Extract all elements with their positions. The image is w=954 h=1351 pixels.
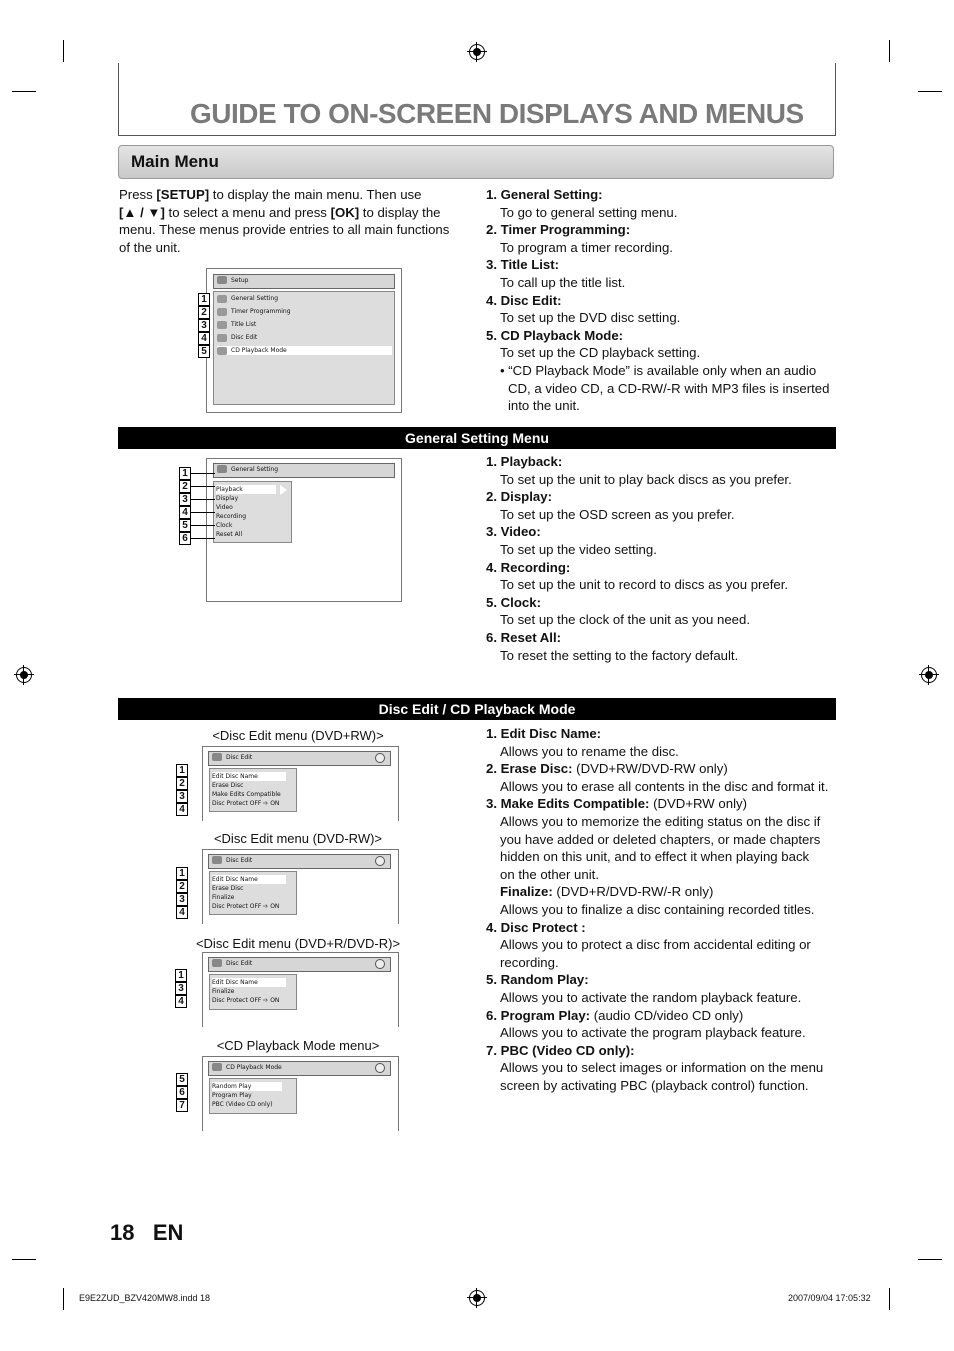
callout-badge: 6 xyxy=(176,1086,188,1099)
disc-icon xyxy=(375,1063,385,1073)
registration-mark-icon xyxy=(921,667,937,683)
callout-badge: 2 xyxy=(198,306,210,319)
cd-icon xyxy=(217,347,227,355)
list-item: Finalize: (DVD+R/DVD-RW/-R only) Allows you to finalize a disc containing recorded titles. xyxy=(500,884,815,917)
arrow-right-icon xyxy=(280,485,287,495)
list-item: 3. Title List: To call up the title list. xyxy=(486,257,626,290)
main-menu-heading: Main Menu xyxy=(131,152,219,171)
callout-badge: 1 xyxy=(198,293,210,306)
crop-mark xyxy=(889,1288,890,1310)
title-list-icon xyxy=(217,321,227,329)
menu-row: Disc Protect OFF ➩ ON xyxy=(212,997,280,1004)
menu-row: Display xyxy=(216,495,239,502)
list-item: 4. Recording: To set up the unit to record to discs as you prefer. xyxy=(486,559,789,593)
menu-row: Video xyxy=(216,504,233,511)
list-item: 6. Reset All: To reset the setting to the factory default. xyxy=(486,629,739,663)
disc-edit-bar: Disc Edit / CD Playback Mode xyxy=(118,698,836,720)
callout-badge: 3 xyxy=(176,790,188,803)
callout-line xyxy=(191,499,215,500)
menu-row-selected: Edit Disc Name xyxy=(212,978,286,987)
list-item: 2. Timer Programming: To program a timer recording. xyxy=(486,222,673,255)
list-item: 5. Random Play: Allows you to activate the random playback feature. xyxy=(486,972,802,1005)
callout-badge: 2 xyxy=(176,880,188,893)
callout-badge: 4 xyxy=(176,803,188,816)
menu-row: Clock xyxy=(216,522,233,529)
disc-edit-items xyxy=(486,725,838,1094)
general-setting-icon xyxy=(217,295,227,303)
screen-header: Disc Edit xyxy=(208,957,391,972)
list-item: 3. Make Edits Compatible: (DVD+RW only) Allows you to memorize the editing status on the disc if you have added or deleted chapters, or made chapters hidden on this unit, and to effect it when playing back on the other unit. xyxy=(486,796,821,882)
footer-timestamp: 2007/09/04 17:05:32 xyxy=(788,1293,871,1303)
disc-icon xyxy=(375,753,385,763)
menu-row: Disc Edit xyxy=(217,333,257,342)
crop-mark xyxy=(12,1259,36,1260)
screen-caption: <Disc Edit menu (DVD-RW)> xyxy=(213,831,383,846)
general-setting-bar: General Setting Menu xyxy=(118,427,836,449)
callout-badge: 1 xyxy=(176,867,188,880)
screen-header: Disc Edit xyxy=(208,751,391,766)
menu-row-selected: Edit Disc Name xyxy=(212,772,286,781)
general-setting-screen xyxy=(206,458,402,602)
wrench-icon xyxy=(217,465,227,473)
callout-line xyxy=(191,538,215,539)
screen-header: Disc Edit xyxy=(208,854,391,869)
main-menu-heading-bar xyxy=(118,145,834,179)
menu-row: Finalize xyxy=(212,894,235,901)
general-setting-items xyxy=(486,453,836,664)
disc-edit-screen-dvdrw-minus xyxy=(202,849,399,924)
footer-file: E9E2ZUD_BZV420MW8.indd 18 xyxy=(79,1293,211,1303)
cd-playback-screen xyxy=(202,1056,399,1131)
menu-row: Disc Protect OFF ➩ ON xyxy=(212,800,280,807)
menu-row-selected: Random Play xyxy=(212,1082,282,1091)
list-item: 5. Clock: To set up the clock of the unit as you need. xyxy=(486,594,750,628)
screen-header: CD Playback Mode xyxy=(208,1061,391,1076)
menu-row: Make Edits Compatible xyxy=(212,791,281,798)
menu-row: Timer Programming xyxy=(217,307,291,316)
menu-row: PBC (Video CD only) xyxy=(212,1101,273,1108)
callout-badge: 1 xyxy=(175,969,187,982)
callout-badge: 5 xyxy=(198,345,210,358)
callout-badge: 2 xyxy=(179,480,191,493)
list-item: 5. CD Playback Mode: To set up the CD playback setting. • “CD Playback Mode” is available only when an audio CD, a video CD, a CD-RW/-R with MP3 files is inserted into the unit. xyxy=(486,327,836,415)
crop-mark xyxy=(918,91,942,92)
callout-badge: 4 xyxy=(175,995,187,1008)
disc-edit-icon xyxy=(212,856,222,864)
list-item: 1. Edit Disc Name: Allows you to rename the disc. xyxy=(486,726,679,759)
callout-line xyxy=(191,473,215,474)
crop-mark xyxy=(63,40,64,62)
screen-header: General Setting xyxy=(213,463,395,478)
callout-badge: 5 xyxy=(179,519,191,532)
screen-caption: <CD Playback Mode menu> xyxy=(216,1038,380,1053)
callout-badge: 5 xyxy=(176,1073,188,1086)
callout-badge: 2 xyxy=(176,777,188,790)
disc-edit-icon xyxy=(217,334,227,342)
menu-row: Reset All xyxy=(216,531,243,538)
list-item: 1. Playback: To set up the unit to play back discs as you prefer. xyxy=(486,454,792,487)
menu-row: Title List xyxy=(217,320,256,329)
note: • “CD Playback Mode” is available only when an audio CD, a video CD, a CD-RW/-R with MP3 files is inserted into the unit. xyxy=(500,362,830,414)
callout-badge: 1 xyxy=(176,764,188,777)
cd-playback-icon xyxy=(212,1063,222,1071)
list-item: 6. Program Play: (audio CD/video CD only) Allows you to activate the program playback feature. xyxy=(486,1007,806,1041)
list-item: 2. Erase Disc: (DVD+RW/DVD-RW only) Allows you to erase all contents in the disc and format it. xyxy=(486,761,829,794)
list-item: 2. Display: To set up the OSD screen as you prefer. xyxy=(486,489,735,522)
disc-edit-icon xyxy=(212,959,222,967)
main-menu-items xyxy=(486,186,836,415)
menu-row: General Setting xyxy=(217,294,278,303)
screen-caption: <Disc Edit menu (DVD+R/DVD-R)> xyxy=(195,936,401,951)
menu-row: Finalize xyxy=(212,988,235,995)
callout-badge: 7 xyxy=(176,1099,188,1112)
crop-mark xyxy=(12,91,36,92)
menu-row-selected: Edit Disc Name xyxy=(212,875,286,884)
callout-line xyxy=(191,486,215,487)
crop-mark xyxy=(63,1288,64,1310)
menu-row: Recording xyxy=(216,513,247,520)
callout-badge: 3 xyxy=(198,319,210,332)
registration-mark-icon xyxy=(16,667,32,683)
setup-screen xyxy=(206,268,402,413)
callout-badge: 4 xyxy=(179,506,191,519)
disc-icon xyxy=(375,959,385,969)
callout-line xyxy=(191,525,215,526)
callout-badge: 3 xyxy=(176,893,188,906)
main-menu-intro: Press [SETUP] to display the main menu. Then use [▲ / ▼] to select a menu and press [OK] to display the menu. These menus provide entries to all main functions of the unit. xyxy=(119,187,450,255)
list-item: 4. Disc Protect : Allows you to protect a disc from accidental editing or recording. xyxy=(486,919,811,970)
crop-mark xyxy=(918,1259,942,1260)
registration-mark-icon xyxy=(469,44,485,60)
disc-edit-screen-dvdrw-plus xyxy=(202,746,399,821)
list-item: 4. Disc Edit: To set up the DVD disc setting. xyxy=(486,292,681,326)
callout-badge: 4 xyxy=(176,906,188,919)
menu-row: Disc Protect OFF ➩ ON xyxy=(212,903,280,910)
menu-row: Program Play xyxy=(212,1092,252,1099)
callout-badge: 6 xyxy=(179,532,191,545)
callout-badge: 1 xyxy=(179,467,191,480)
menu-row: Erase Disc xyxy=(212,885,244,892)
callout-badge: 3 xyxy=(179,493,191,506)
crop-mark xyxy=(889,40,890,62)
callout-line xyxy=(191,512,215,513)
setup-icon xyxy=(217,276,227,284)
menu-row-selected: CD Playback Mode xyxy=(217,346,392,355)
page-number: 18 EN xyxy=(110,1220,184,1245)
timer-icon xyxy=(217,308,227,316)
list-item: 1. General Setting: To go to general setting menu. xyxy=(486,187,678,220)
page-title: GUIDE TO ON-SCREEN DISPLAYS AND MENUS xyxy=(190,98,804,129)
screen-caption: <Disc Edit menu (DVD+RW)> xyxy=(212,728,384,743)
callout-badge: 3 xyxy=(175,982,187,995)
screen-header: Setup xyxy=(213,274,395,289)
menu-row: Erase Disc xyxy=(212,782,244,789)
callout-badge: 4 xyxy=(198,332,210,345)
disc-icon xyxy=(375,856,385,866)
list-item: 3. Video: To set up the video setting. xyxy=(486,524,657,557)
menu-row-selected: Playback xyxy=(216,485,276,494)
disc-edit-screen-dvdr xyxy=(202,952,399,1027)
registration-mark-icon xyxy=(469,1290,485,1306)
list-item: 7. PBC (Video CD only): Allows you to select images or information on the menu screen by activating PBC (playback control) function. xyxy=(486,1042,824,1093)
disc-edit-icon xyxy=(212,753,222,761)
